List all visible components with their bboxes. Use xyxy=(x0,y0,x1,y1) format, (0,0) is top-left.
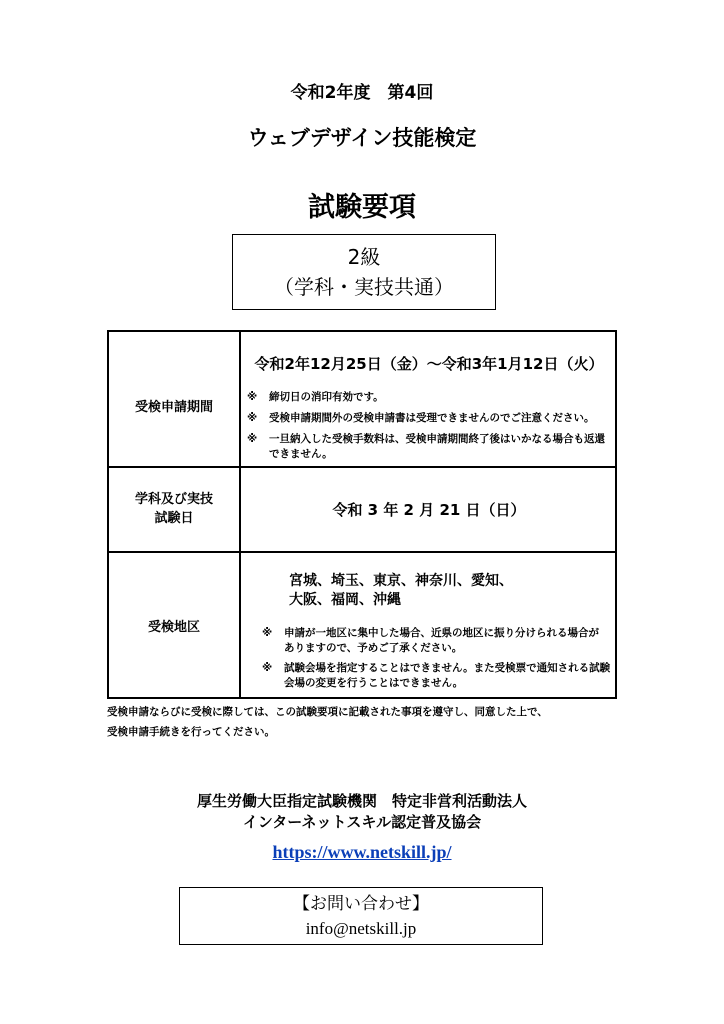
exam-date-value: 令和 3 年 2 月 21 日（日） xyxy=(332,501,526,519)
grade-box xyxy=(232,234,496,310)
contact-email[interactable]: info@netskill.jp xyxy=(305,919,417,938)
contact-box xyxy=(179,887,543,945)
application-period-value: 令和2年12月25日（金）～令和3年1月12日（火） xyxy=(254,355,604,373)
organization-name: インターネットスキル認定普及協会 xyxy=(242,813,482,831)
region-areas-line2: 大阪、福岡、沖縄 xyxy=(289,592,401,608)
agreement-line2: 受検申請手続きを行ってください。 xyxy=(107,726,275,738)
application-period-label: 受検申請期間 xyxy=(134,400,213,415)
row-divider xyxy=(109,551,615,553)
grade-level: 2級 xyxy=(347,245,381,269)
agreement-line1: 受検申請ならびに受検に際しては、この試験要項に記載された事項を遵守し、同意した上で、 xyxy=(107,706,548,718)
contact-title: 【お問い合わせ】 xyxy=(293,894,429,913)
organization-line1: 厚生労働大臣指定試験機関 特定非営利活動法人 xyxy=(196,792,527,810)
region-areas-line1: 宮城、埼玉、東京、神奈川、愛知、 xyxy=(289,573,513,589)
row-divider xyxy=(109,466,615,468)
page-title: 試験要項 xyxy=(308,192,416,223)
exam-date-label: 学科及び実技 試験日 xyxy=(134,492,213,526)
exam-name-heading: ウェブデザイン技能検定 xyxy=(247,126,477,150)
year-round-heading: 令和2年度 第4回 xyxy=(290,83,434,103)
grade-type: （学科・実技共通） xyxy=(274,275,454,299)
region-label: 受検地区 xyxy=(147,620,200,635)
schedule-table: 受検申請期間 令和2年12月25日（金）～令和3年1月12日（火） ※ 締切日の消印有効です。 ※ 受検申請期間外の受検申請書は受理できませんのでご注意ください。 ※ 一旦納入した受検手数料は、受検申請期間終了後はいかなる場合も返還 できません。 学科及び実技 試験日 令和 3 年 2 月 21 日（日） 受検地区 宮城、埼玉、東京、神奈川、愛知、 大阪、福岡、沖縄 ※ 申請が一地区に集中した場合、近県の地区に振り分けられる場合が ありますので、予めご了承ください。 ※ 試験会場を指定することはできません。また受検票で通知される試験 会場の変更を行うことはできません。 xyxy=(107,330,617,699)
website-link[interactable]: https://www.netskill.jp/ xyxy=(272,842,452,862)
